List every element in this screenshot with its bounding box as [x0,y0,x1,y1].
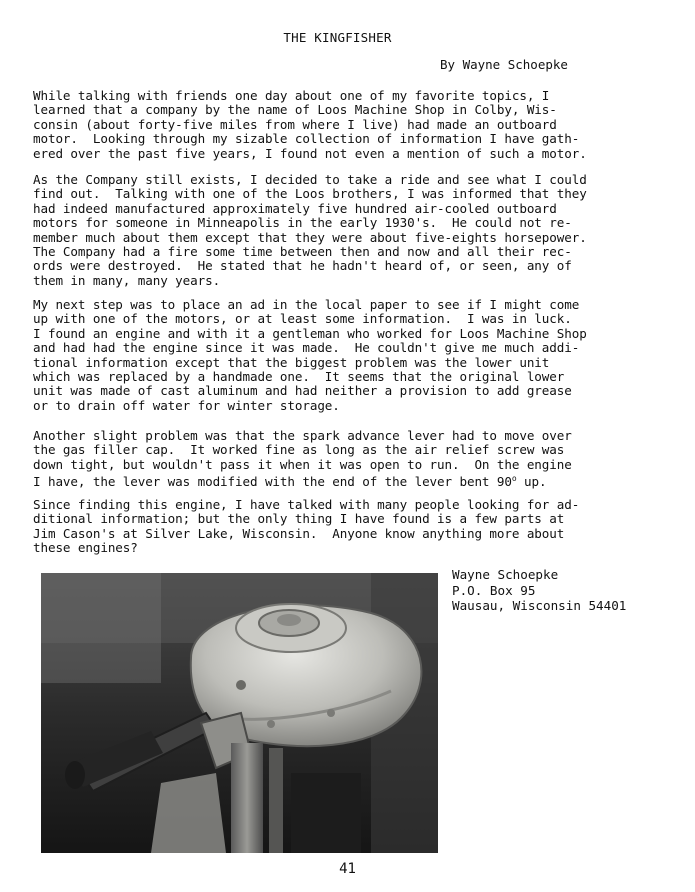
paragraph-2: As the Company still exists, I decided to take a ride and see what I could find out. Talking with one of the Loos brothers, I was informed that they had indeed manufactured approximately five hundred air-cooled outboard motors for someone in Minneapolis in the early 1930's. He could not re- member much about them except that they were about five-eights horsepower. The Company had a fire some time between then and now and all their rec- ords were destroyed. He stated that he hadn't heard of, or seen, any of them in many, many years. [33,172,587,288]
paragraph-3: My next step was to place an ad in the local paper to see if I might come up with one of the motors, or at least some information. I was in luck. I found an engine and with it a gentleman who worked for Loos Machine Shop and had had the engine since it was made. He couldn't give me much addi- tional information except that the biggest problem was the lower unit which was replaced by a handmade one. It seems that the original lower unit was made of cast aluminum and had neither a provision to add grease or to drain off water for winter storage. [33,297,587,413]
paragraph-4-end: up. [516,474,547,490]
author-address [452,567,626,614]
article-title: THE KINGFISHER [283,30,392,45]
outboard-motor-photo [41,573,438,853]
address-po-box: P.O. Box 95 [452,582,536,598]
article-byline: By Wayne Schoepke [440,57,568,72]
paragraph-5: Since finding this engine, I have talked with many people looking for ad- ditional information; but the only thing I have found is a few parts at Jim Cason's at Silver Lake, Wisconsin. Anyone know anything more about these engines? [33,497,580,556]
paragraph-4-text: Another slight problem was that the spark advance lever had to move over the gas filler cap. It worked fine as long as the air relief screw was down tight, but wouldn't pass it when it was open to run. On the engine I have, the lever was modified with the end of the lever bent 90 [33,428,572,490]
address-city: Wausau, Wisconsin 54401 [452,598,627,613]
paragraph-1: While talking with friends one day about one of my favorite topics, I learned that a company by the name of Loos Machine Shop in Colby, Wis- consin (about forty-five miles from where I live) had made an outboard motor. Looking through my sizable collection of information I have gath- ered over the past five years, I found not even a mention of such a motor. [33,88,587,161]
degree-superscript: o [511,474,517,484]
address-name: Wayne Schoepke [452,567,559,582]
paragraph-4 [33,429,663,490]
page-number: 41 [339,861,356,877]
